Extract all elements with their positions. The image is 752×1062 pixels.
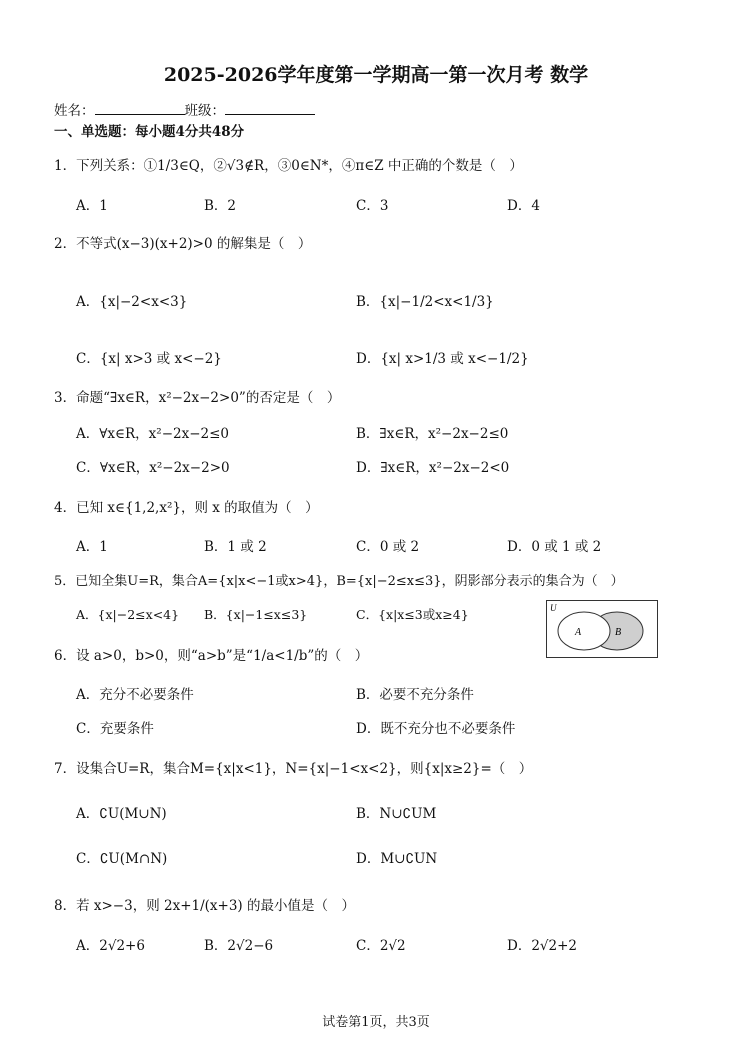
question-2-stem: 2．不等式(x−3)(x+2)>0 的解集是（ ） [54, 236, 312, 252]
question-7-stem: 7．设集合U=R，集合M={x|x<1}，N={x|−1<x<2}，则{x|x≥2}=（ ） [54, 761, 533, 777]
page-footer: 试卷第1页，共3页 [322, 1015, 430, 1030]
question-6-stem: 6．设 a>0，b>0，则“a>b”是“1/a<1/b”的（ ） [54, 648, 369, 664]
question-1-option-d: D．4 [507, 198, 540, 214]
question-4-option-b: B．1 或 2 [204, 539, 267, 555]
question-1-option-b: B．2 [204, 198, 237, 214]
name-label: 姓名： [54, 103, 95, 119]
question-8-option-b: B．2√2−6 [204, 938, 274, 954]
question-4-option-a: A．1 [76, 539, 108, 555]
question-5-stem: 5．已知全集U=R，集合A={x|x<−1或x>4}，B={x|−2≤x≤3}，阴影部分表示的集合为（ ） [54, 574, 624, 589]
question-7-option-d: D．M∪∁UN [356, 851, 438, 867]
question-6-option-b: B．必要不充分条件 [356, 687, 474, 703]
question-2-option-c: C．{x| x>3 或 x<−2} [76, 351, 222, 367]
question-1-option-c: C．3 [356, 198, 389, 214]
question-3-option-a: A．∀x∈R，x²−2x−2≤0 [76, 426, 230, 442]
question-6-option-c: C．充要条件 [76, 721, 154, 737]
class-label: 班级： [184, 103, 225, 119]
question-4-stem: 4．已知 x∈{1,2,x²}，则 x 的取值为（ ） [54, 500, 319, 516]
name-class-line [54, 103, 315, 119]
question-3-stem: 3．命题“∃x∈R，x²−2x−2>0”的否定是（ ） [54, 390, 341, 406]
venn-set-a [558, 612, 610, 650]
venn-universe-label: U [550, 603, 557, 613]
page-title: 2025-2026学年度第一学期高一第一次月考 数学 [163, 64, 589, 86]
question-2-option-a: A．{x|−2<x<3} [76, 294, 188, 310]
question-6-option-d: D．既不充分也不必要条件 [356, 721, 516, 737]
venn-b-label: B [615, 627, 622, 638]
question-3-option-b: B．∃x∈R，x²−2x−2≤0 [356, 426, 509, 442]
question-7-option-b: B．N∪∁UM [356, 806, 437, 822]
question-8-option-a: A．2√2+6 [76, 938, 145, 954]
question-8-option-c: C．2√2 [356, 938, 406, 954]
question-2-option-b: B．{x|−1/2<x<1/3} [356, 294, 494, 310]
question-3-option-d: D．∃x∈R，x²−2x−2<0 [356, 460, 510, 476]
question-7-option-a: A．∁U(M∪N) [76, 806, 167, 822]
question-1-stem: 1．下列关系：①1/3∈Q，②√3∉R，③0∈N*，④π∈Z 中正确的个数是（ ） [54, 158, 523, 174]
question-4-option-c: C．0 或 2 [356, 539, 420, 555]
question-4-option-d: D．0 或 1 或 2 [507, 539, 602, 555]
question-5-option-a: A．{x|−2≤x<4} [76, 607, 180, 622]
question-2-option-d: D．{x| x>1/3 或 x<−1/2} [356, 351, 529, 367]
section-heading: 一、单选题：每小题4分共48分 [54, 124, 245, 140]
question-8-option-d: D．2√2+2 [507, 938, 578, 954]
question-5-option-b: B．{x|−1≤x≤3} [204, 607, 308, 622]
venn-diagram [546, 600, 658, 658]
question-1-option-a: A．1 [76, 198, 108, 214]
question-3-option-c: C．∀x∈R，x²−2x−2>0 [76, 460, 230, 476]
question-7-option-c: C．∁U(M∩N) [76, 851, 168, 867]
question-8-stem: 8．若 x>−3，则 2x+1/(x+3) 的最小值是（ ） [54, 898, 355, 914]
name-blank [95, 103, 185, 115]
class-blank [225, 103, 315, 115]
question-6-option-a: A．充分不必要条件 [76, 687, 194, 703]
venn-a-label: A [575, 627, 582, 638]
question-5-option-c: C．{x|x≤3或x≥4} [356, 607, 469, 622]
